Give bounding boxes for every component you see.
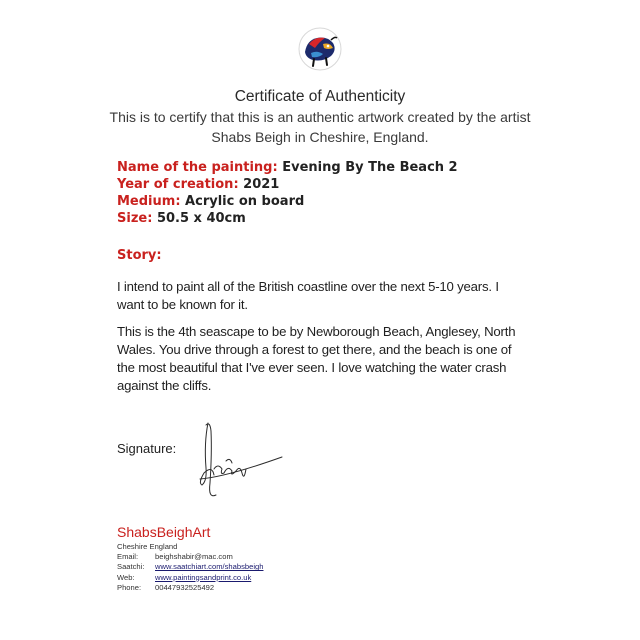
subtitle-line-1: This is to certify that this is an authentic artwork created by the artist	[109, 109, 531, 125]
phone-label: Phone:	[117, 582, 142, 592]
size-field: Size: 50.5 x 40cm	[117, 211, 246, 226]
story-p2-line-1: This is the 4th seascape to be by Newborough Beach, Anglesey, North	[117, 324, 516, 339]
phone-row	[117, 583, 263, 593]
size-label: Size	[117, 211, 148, 226]
story-p1-line-2: want to be known for it.	[117, 297, 248, 312]
brand-name: ShabsBeighArt	[117, 524, 211, 540]
size-value: 50.5 x 40cm	[156, 211, 246, 226]
medium-field	[117, 194, 304, 209]
artist-logo-icon	[297, 26, 343, 72]
story-p2-line-2: Wales. You drive through a forest to get there, and the beach is one of	[117, 342, 512, 357]
subtitle-line-2: Shabs Beigh in Cheshire, England.	[211, 129, 429, 145]
web-row	[117, 573, 263, 583]
certificate-title: Certificate of Authenticity	[234, 88, 406, 105]
painting-name-field: Name of the painting: Evening By The Beach 2	[117, 160, 458, 175]
email-row	[117, 552, 263, 562]
handwritten-signature-icon	[186, 413, 286, 503]
phone-value: 00447932525492	[155, 582, 215, 592]
email-label: Email:	[117, 552, 139, 562]
year-value: 2021	[243, 177, 280, 192]
signature-label: Signature:	[117, 441, 177, 456]
email-link[interactable]: beighshabir@mac.com	[155, 552, 233, 562]
saatchi-row	[117, 562, 263, 572]
story-heading: Story:	[117, 248, 162, 263]
saatchi-label: Saatchi:	[117, 562, 145, 572]
story-p2-line-4: against the cliffs.	[117, 378, 212, 393]
story-p1-line-1: I intend to paint all of the British coastline over the next 5-10 years. I	[117, 279, 499, 294]
medium-value: Acrylic on board	[185, 194, 305, 209]
story-paragraph-1	[117, 278, 533, 314]
certificate-subtitle	[0, 107, 640, 147]
web-link[interactable]: www.paintingsandprint.co.uk	[155, 572, 252, 582]
location: Cheshire England	[117, 542, 178, 551]
saatchi-link[interactable]: www.saatchiart.com/shabsbeigh	[155, 562, 264, 572]
story-p2-line-3: the most beautiful that I've ever seen. I love watching the water crash	[117, 360, 507, 375]
year-field: Year of creation: 2021	[117, 177, 280, 192]
year-label: Year of creation	[117, 177, 234, 192]
painting-name-label: Name of the painting	[117, 160, 273, 175]
contact-block	[117, 542, 263, 593]
medium-label: Medium:	[117, 194, 181, 209]
story-paragraph-2	[117, 323, 533, 395]
web-label: Web:	[117, 572, 135, 582]
painting-name-value: Evening By The Beach 2	[282, 160, 458, 175]
